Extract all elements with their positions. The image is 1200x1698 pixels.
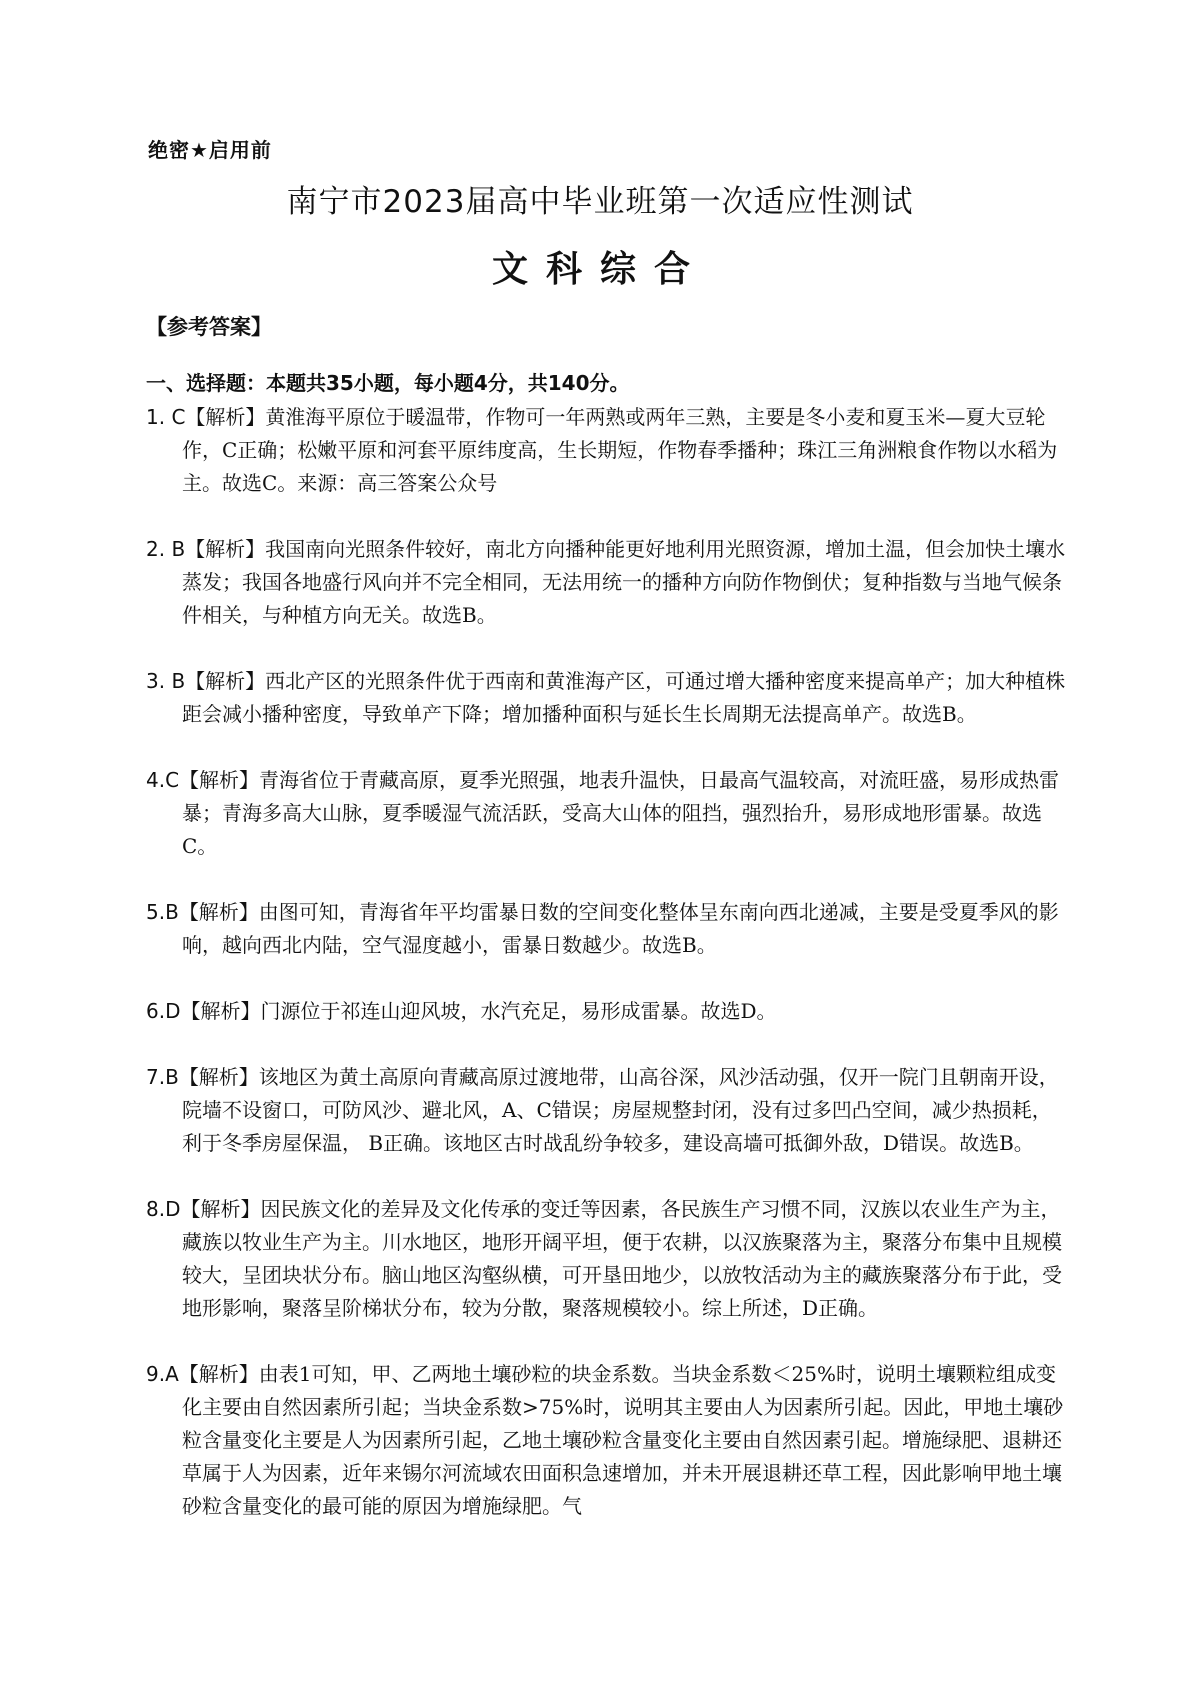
answer-number: 2. B — [146, 537, 186, 561]
section-heading: 【参考答案】 — [146, 315, 272, 339]
page-title: 南宁市2023届高中毕业班第一次适应性测试 — [286, 184, 914, 220]
answer-item — [146, 995, 1066, 1028]
answer-item — [146, 1358, 1066, 1523]
answer-number: 9.A — [146, 1362, 179, 1386]
answer-explanation: 【解析】门源位于祁连山迎风坡，水汽充足，易形成雷暴。故选D。 — [180, 999, 777, 1023]
answer-explanation: 【解析】青海省位于青藏高原，夏季光照强，地表升温快，日最高气温较高，对流旺盛，易形成热雷暴；青海多高大山脉，夏季暖湿气流活跃，受高大山体的阻挡，强烈抬升，易形成地形雷暴。故选C。 — [179, 768, 1060, 858]
answer-item — [146, 764, 1066, 863]
answer-item — [146, 401, 1066, 500]
secret-label: 绝密★启用前 — [148, 138, 272, 162]
answer-explanation: 【解析】由图可知，青海省年平均雷暴日数的空间变化整体呈东南向西北递减，主要是受夏季风的影响，越向西北内陆，空气湿度越小，雷暴日数越少。故选B。 — [178, 900, 1059, 957]
answer-explanation: 【解析】西北产区的光照条件优于西南和黄淮海产区，可通过增大播种密度来提高单产；加大种植株距会减小播种密度，导致单产下降；增加播种面积与延长生长周期无法提高单产。故选B。 — [182, 669, 1066, 726]
page-subtitle: 文科综合 — [491, 249, 708, 290]
answer-number: 7.B — [146, 1065, 179, 1089]
answer-item — [146, 533, 1066, 632]
answer-number: 5.B — [146, 900, 179, 924]
answer-item — [146, 665, 1066, 731]
answer-number: 8.D — [146, 1197, 181, 1221]
answer-explanation: 【解析】该地区为黄土高原向青藏高原过渡地带，山高谷深，风沙活动强，仅开一院门且朝南开设，院墙不设窗口，可防风沙、避北风，A、C错误；房屋规整封闭，没有过多凹凸空间，减少热损耗，利于冬季房屋保温， B正确。该地区古时战乱纷争较多，建设高墙可抵御外敌，D错误。故选B。 — [178, 1065, 1059, 1155]
answer-item — [146, 1193, 1066, 1325]
answer-explanation: 【解析】我国南向光照条件较好，南北方向播种能更好地利用光照资源，增加土温，但会加快土壤水蒸发；我国各地盛行风向并不完全相同，无法用统一的播种方向防作物倒伏；复种指数与当地气候条件相关，与种植方向无关。故选B。 — [182, 537, 1066, 627]
answer-explanation: 【解析】因民族文化的差异及文化传承的变迁等因素，各民族生产习惯不同，汉族以农业生产为主，藏族以牧业生产为主。川水地区，地形开阔平坦，便于农耕，以汉族聚落为主，聚落分布集中且规模较大，呈团块状分布。脑山地区沟壑纵横，可开垦田地少，以放牧活动为主的藏族聚落分布于此，受地形影响，聚落呈阶梯状分布，较为分散，聚落规模较小。综上所述，D正确。 — [180, 1197, 1062, 1320]
answer-number: 4.C — [146, 768, 180, 792]
answer-item — [146, 896, 1066, 962]
answer-explanation: 【解析】黄淮海平原位于暖温带，作物可一年两熟或两年三熟，主要是冬小麦和夏玉米—夏大豆轮作，C正确；松嫩平原和河套平原纬度高，生长期短，作物春季播种；珠江三角洲粮食作物以水稻为主。故选C。来源：高三答案公众号 — [182, 405, 1058, 495]
answer-explanation: 【解析】由表1可知，甲、乙两地土壤砂粒的块金系数。当块金系数＜25%时，说明土壤颗粒组成变化主要由自然因素所引起；当块金系数>75%时，说明其主要由人为因素所引起。因此，甲地土壤砂粒含量变化主要是人为因素所引起，乙地土壤砂粒含量变化主要由自然因素引起。增施绿肥、退耕还草属于人为因素，近年来锡尔河流域农田面积急速增加，并未开展退耕还草工程，因此影响甲地土壤砂粒含量变化的最可能的原因为增施绿肥。气 — [178, 1362, 1064, 1518]
answer-item — [146, 1061, 1066, 1160]
answer-number: 3. B — [146, 669, 186, 693]
answer-number: 1. C — [146, 405, 186, 429]
question-instructions: 一、选择题：本题共35小题，每小题4分，共140分。 — [146, 371, 630, 395]
answer-number: 6.D — [146, 999, 181, 1023]
answer-list — [146, 401, 1066, 1556]
